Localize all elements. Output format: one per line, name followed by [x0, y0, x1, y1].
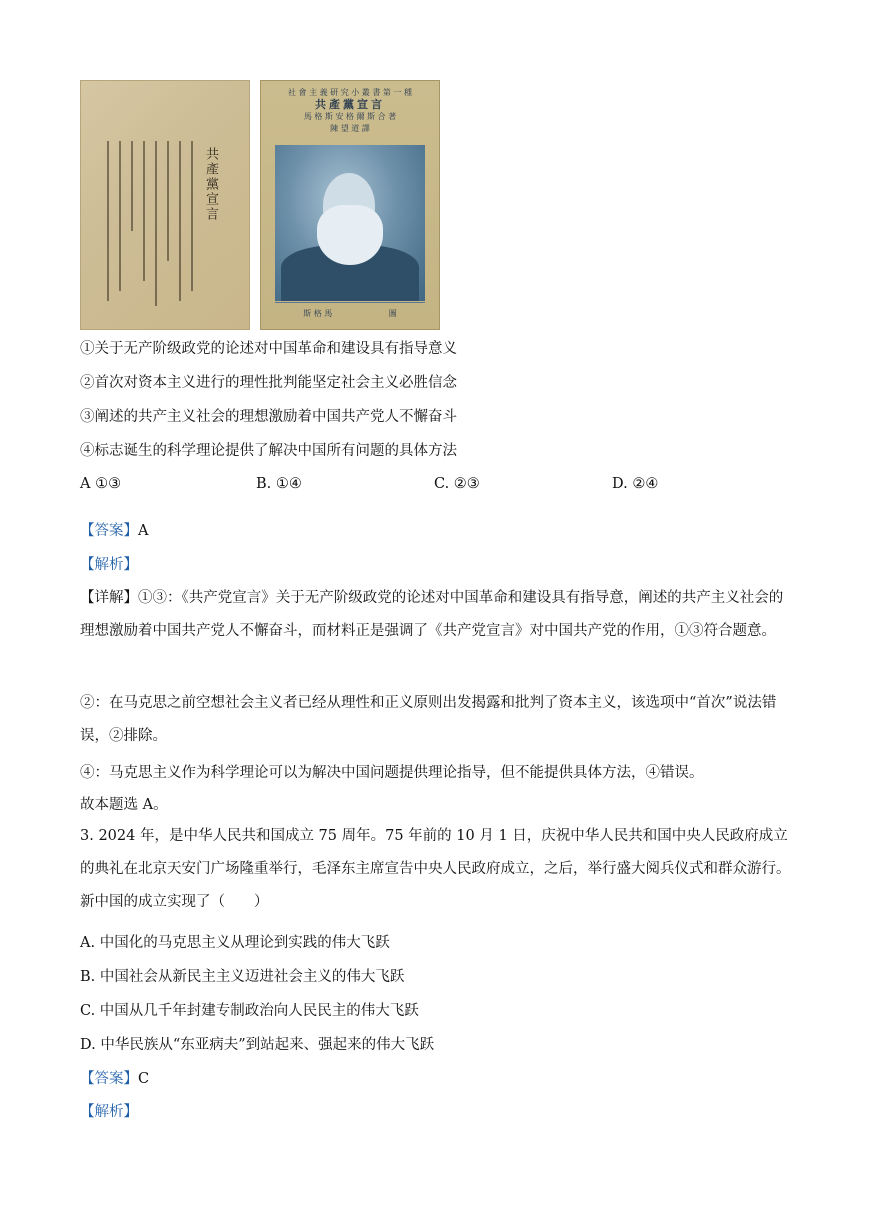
- answer-line-1: [80, 520, 148, 542]
- analysis-label-2: 【解析】: [80, 1104, 138, 1120]
- answer-value: A: [138, 523, 149, 539]
- statement-2: ②首次对资本主义进行的理性批判能坚定社会主义必胜信念: [80, 375, 457, 391]
- manifesto-first-page-photo: [80, 80, 250, 330]
- option-d: D. ②④: [612, 476, 659, 492]
- text-columns: [105, 141, 193, 311]
- cover-footer: 斯 格 馬 圖: [275, 302, 425, 323]
- manifesto-cover-photo: [260, 80, 440, 330]
- option-b: B. ①④: [256, 476, 302, 492]
- detail-conclusion: 故本题选 A。: [80, 797, 168, 813]
- book-photos: [80, 80, 440, 330]
- q3-option-c: C. 中国从几千年封建专制政治向人民民主的伟大飞跃: [80, 1003, 419, 1019]
- cover-header: 社 會 主 義 研 究 小 叢 書 第 一 種 共產黨宣言 馬 格 斯 安 格 爾 斯 合 著 陳 望 道 譯: [288, 88, 412, 133]
- answer-line-2: [80, 1068, 149, 1090]
- answer-value: C: [138, 1071, 150, 1087]
- statement-1: ①关于无产阶级政党的论述对中国革命和建设具有指导意义: [80, 341, 457, 357]
- statement-4: ④标志诞生的科学理论提供了解决中国所有问题的具体方法: [80, 443, 457, 459]
- statement-3: ③阐述的共产主义社会的理想激励着中国共产党人不懈奋斗: [80, 409, 457, 425]
- marx-portrait: [275, 145, 425, 301]
- manifesto-page-title: 共產黨宣言: [203, 147, 218, 222]
- q3-option-a: A. 中国化的马克思主义从理论到实践的伟大飞跃: [80, 935, 390, 951]
- question-3-stem: 3. 2024 年，是中华人民共和国成立 75 周年。75 年前的 10 月 1 日，庆祝中华人民共和国中央人民政府成立的典礼在北京天安门广场隆重举行，毛泽东主席宣告中央人民政府成立，之后，举行盛大阅兵仪式和群众游行。新中国的成立实现了（ ）: [80, 828, 791, 910]
- answer-label: 【答案】: [80, 1071, 138, 1087]
- q3-option-d: D. 中华民族从“东亚病夫”到站起来、强起来的伟大飞跃: [80, 1037, 435, 1053]
- option-c: C. ②③: [434, 476, 480, 492]
- q3-option-b: B. 中国社会从新民主主义迈进社会主义的伟大飞跃: [80, 969, 405, 985]
- detail-paragraph-3: ④：马克思主义作为科学理论可以为解决中国问题提供理论指导，但不能提供具体方法，④错误。: [80, 765, 704, 781]
- detail-paragraph-1: 【详解】①③：《共产党宣言》关于无产阶级政党的论述对中国革命和建设具有指导意，阐述的共产主义社会的理想激励着中国共产党人不懈奋斗，而材料正是强调了《共产党宣言》对中国共产党的作用，①③符合题意。: [80, 590, 784, 639]
- detail-paragraph-2: ②：在马克思之前空想社会主义者已经从理性和正义原则出发揭露和批判了资本主义，该选项中“首次”说法错误，②排除。: [80, 695, 777, 744]
- answer-label: 【答案】: [80, 523, 138, 539]
- analysis-label-1: 【解析】: [80, 557, 138, 573]
- option-a: A ①③: [80, 476, 122, 492]
- q2-options: [80, 476, 790, 498]
